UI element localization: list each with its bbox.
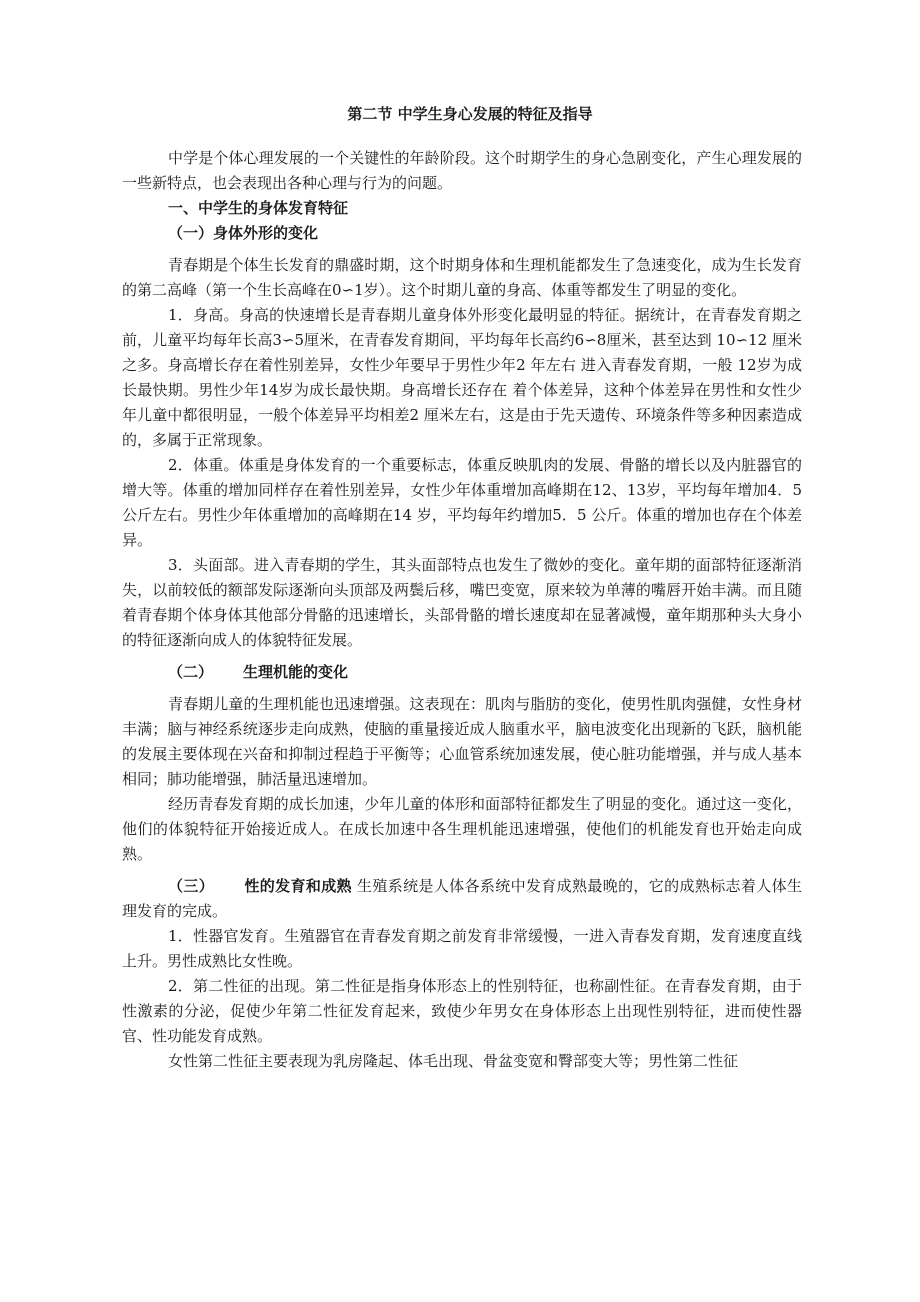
heading-number: （二）: [168, 663, 214, 681]
paragraph-height: 1．身高。身高的快速增长是青春期儿童身体外形变化最明显的特征。据统计，在青春发育期之前，儿童平均每年长高3∽5厘米，在青春发育期间，平均每年长高约6∽8厘米，甚至达到 10∽12 厘米之多。身高增长存在着性别差异，女性少年要早于男性少年2 年左右 进入青春发育期，一般 12岁为成长最快期。男性少年14岁为成长最快期。身高增长还存在 着个体差异，这种个体差异在男性和女性少年儿童中都很明显，一般个体差异平均相差2 厘米左右，这是由于先天遗传、环境条件等多种因素造成的，多属于正常现象。: [122, 306, 802, 449]
sexual-maturity-intro-text: 生殖系统是人体各系统中发育成熟最晚的，它的成熟标志着人体生理发育的完成。: [122, 877, 802, 920]
paragraph-secondary-sex-characteristics: 2．第二性征的出现。第二性征是指身体形态上的性别特征，也称副性征。在青春发育期，由于性激素的分泌，促使少年第二性征发育起来，致使少年男女在身体形态上出现性别特征，进而使性器官、性功能发育成熟。: [122, 977, 802, 1045]
paragraph-sex-organs: 1．性器官发育。生殖器官在青春发育期之前发育非常缓慢，一进入青春发育期，发育速度直线上升。男性成熟比女性晚。: [122, 927, 802, 970]
paragraph-puberty-growth: 青春期是个体生长发育的鼎盛时期，这个时期身体和生理机能都发生了急速变化，成为生长发育的第二高峰（第一个生长高峰在0∽1岁）。这个时期儿童的身高、体重等都发生了明显的变化。: [122, 256, 802, 299]
paragraph-female-characteristics: 女性第二性征主要表现为乳房隆起、体毛出现、骨盆变宽和臀部变大等；男性第二性征: [168, 1052, 739, 1070]
paragraph-physiological-growth: 青春期儿童的生理机能也迅速增强。这表现在：肌肉与脂肪的变化，使男性肌肉强健，女性身材丰满；脑与神经系统逐步走向成熟，使脑的重量接近成人脑重水平，脑电波变化出现新的飞跃，脑机能的发展主要体现在兴奋和抑制过程趋于平衡等；心血管系统加速发展，使心脏功能增强，并与成人基本相同；肺功能增强，肺活量迅速增加。: [122, 695, 802, 788]
paragraph-head-face: 3．头面部。进入青春期的学生，其头面部特点也发生了微妙的变化。童年期的面部特征逐渐消失，以前较低的额部发际逐渐向头顶部及两鬓后移，嘴巴变宽，原来较为单薄的嘴唇开始丰满。而且随着青春期个体身体其他部分骨骼的迅速增长，头部骨骼的增长速度却在显著减慢，童年期那种头大身小的特征逐渐向成人的体貌特征发展。: [122, 556, 802, 649]
heading-text: 生理机能的变化: [243, 663, 349, 681]
intro-paragraph: 中学是个体心理发展的一个关键性的年龄阶段。这个时期学生的身心急剧变化，产生心理发展的一些新特点，也会表现出各种心理与行为的问题。: [122, 149, 802, 192]
heading-physiological-function: [122, 660, 802, 685]
document-body: [122, 100, 802, 1074]
section-title: 第二节 中学生身心发展的特征及指导: [347, 105, 593, 123]
heading-physical-development: 一、中学生的身体发育特征: [168, 199, 349, 217]
paragraph-weight: 2．体重。体重是身体发育的一个重要标志，体重反映肌肉的发展、骨骼的增长以及内脏器官的增大等。体重的增加同样存在着性别差异，女性少年体重增加高峰期在12、13岁，平均每年增加4．5 公斤左右。男性少年体重增加的高峰期在14 岁，平均每年约增加5．5 公斤。体重的增加也存在个体差异。: [122, 456, 802, 549]
heading-number: （三）: [168, 877, 215, 895]
paragraph-growth-summary: 经历青春发育期的成长加速，少年儿童的体形和面部特征都发生了明显的变化。通过这一变化，他们的体貌特征开始接近成人。在成长加速中各生理机能迅速增强，使他们的机能发育也开始走向成熟。: [122, 795, 802, 863]
paragraph-sexual-maturity-intro: [122, 874, 802, 924]
heading-sexual-maturity: 性的发育和成熟: [244, 877, 352, 895]
heading-body-shape-changes: （一）身体外形的变化: [168, 224, 319, 242]
